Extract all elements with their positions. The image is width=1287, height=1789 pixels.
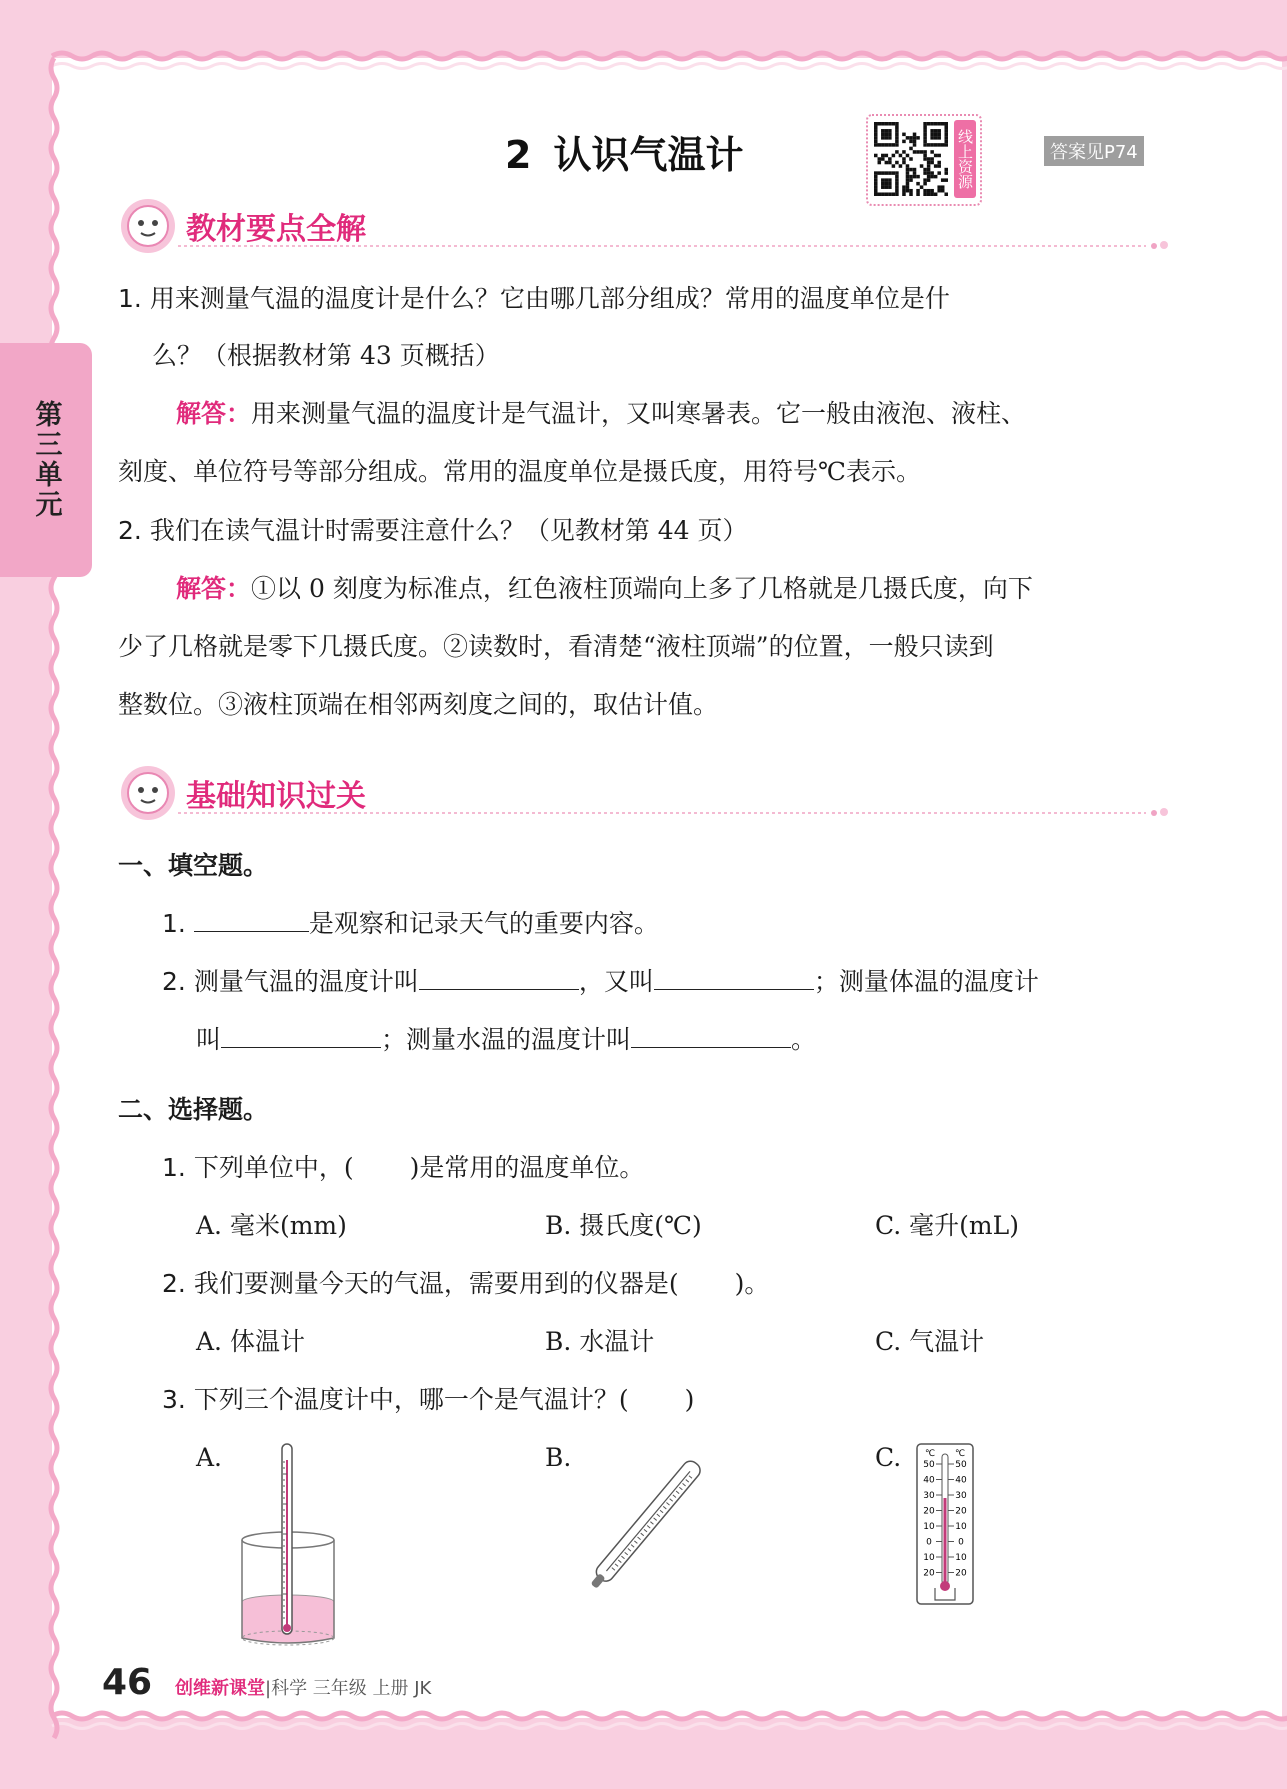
unit-symbol-left: ℃ xyxy=(924,1449,936,1459)
key-a1-line2: 刻度、单位符号等部分组成。常用的温度单位是摄氏度，用符号℃表示。 xyxy=(118,457,921,486)
scale-label: 20 xyxy=(923,1506,935,1517)
footer-brand: 创维新课堂 xyxy=(175,1678,265,1699)
answer-reference-badge: 答案见P74 xyxy=(1044,136,1144,166)
choice-q3-option-b-label: B. xyxy=(545,1443,572,1472)
key-q1-line1: 1. 用来测量气温的温度计是什么？它由哪几部分组成？常用的温度单位是什 xyxy=(118,284,950,313)
scale-label: 30 xyxy=(955,1491,967,1501)
unit-symbol-right: ℃ xyxy=(954,1449,966,1459)
fill-q2-line1: 2. 测量气温的温度计叫 ，又叫 ；测量体温的温度计 xyxy=(162,967,1039,996)
page-number: 46 xyxy=(102,1662,153,1703)
key-a2-line1: 解答：①以 0 刻度为标准点，红色液柱顶端向上多了几格就是几摄氏度，向下 xyxy=(176,574,1033,603)
qr-code-box[interactable] xyxy=(866,114,982,206)
scale-label: 0 xyxy=(958,1537,964,1548)
scale-label: 40 xyxy=(955,1475,967,1486)
qr-code-icon xyxy=(874,122,948,196)
scale-label: 10 xyxy=(955,1522,967,1532)
lesson-number: 2 xyxy=(505,133,532,177)
fill-q1: 1. 是观察和记录天气的重要内容。 xyxy=(162,909,659,938)
section-title: 教材要点全解 xyxy=(186,212,366,247)
mascot-icon xyxy=(118,196,180,256)
section-title: 基础知识过关 xyxy=(186,779,366,814)
answer-blank[interactable] xyxy=(631,1025,791,1048)
section-header-basic-knowledge xyxy=(118,763,1168,823)
choice-heading: 二、选择题。 xyxy=(118,1095,269,1124)
answer-blank[interactable] xyxy=(654,967,814,990)
section-dotted-rule xyxy=(178,240,1178,252)
choice-q2-option-c: C. 气温计 xyxy=(875,1327,985,1356)
key-a2-line2: 少了几格就是零下几摄氏度。②读数时，看清楚“液柱顶端”的位置，一般只读到 xyxy=(118,632,994,661)
choice-q3-option-a-label: A. xyxy=(196,1443,223,1472)
section-dotted-rule xyxy=(178,807,1178,819)
footer-book-info xyxy=(175,1674,431,1700)
choice-q2: 2. 我们要测量今天的气温，需要用到的仪器是( )。 xyxy=(162,1269,770,1298)
mascot-icon xyxy=(118,763,180,823)
footer-book: 科学 三年级 上册 JK xyxy=(271,1678,432,1699)
choice-q1-option-c: C. 毫升(mL) xyxy=(875,1211,1019,1240)
lesson-title-text: 认识气温计 xyxy=(553,133,744,177)
scale-label: 50 xyxy=(955,1460,967,1470)
unit-side-tab xyxy=(0,343,92,577)
choice-q2-option-a: A. 体温计 xyxy=(196,1327,305,1356)
qr-label: 线上资源 xyxy=(954,120,976,198)
key-q1-line2: 么？（根据教材第 43 页概括） xyxy=(152,341,500,370)
scale-label: 40 xyxy=(923,1475,935,1486)
choice-q3: 3. 下列三个温度计中，哪一个是气温计？( ) xyxy=(162,1385,695,1414)
scale-label: 20 xyxy=(923,1568,935,1579)
water-thermometer-picture xyxy=(230,1440,350,1652)
answer-blank[interactable] xyxy=(419,967,579,990)
choice-q1-option-a: A. 毫米(mm) xyxy=(196,1211,347,1240)
footer-separator: | xyxy=(265,1678,272,1699)
key-a2-line3: 整数位。③液柱顶端在相邻两刻度之间的，取估计值。 xyxy=(118,690,719,719)
scale-label: 10 xyxy=(923,1553,935,1563)
unit-tab-label: 第三单元 xyxy=(30,400,62,520)
scale-label: 20 xyxy=(955,1568,967,1579)
scale-label: 30 xyxy=(923,1491,935,1501)
scale-label: 20 xyxy=(955,1506,967,1517)
choice-q1: 1. 下列单位中，( )是常用的温度单位。 xyxy=(162,1153,645,1182)
scale-label: 10 xyxy=(955,1553,967,1563)
key-q2-line1: 2. 我们在读气温计时需要注意什么？（见教材第 44 页） xyxy=(118,516,748,545)
answer-blank[interactable] xyxy=(221,1025,381,1048)
choice-q3-option-c-label: C. xyxy=(875,1443,902,1472)
fill-q2-line2: 叫 ；测量水温的温度计叫 。 xyxy=(196,1025,817,1054)
scale-label: 50 xyxy=(923,1460,935,1470)
fill-blank-heading: 一、填空题。 xyxy=(118,851,269,880)
choice-q1-option-b: B. 摄氏度(℃) xyxy=(545,1211,702,1240)
wall-thermometer-picture xyxy=(915,1440,975,1610)
key-a1-line1: 解答：用来测量气温的温度计是气温计，又叫寒暑表。它一般由液泡、液柱、 xyxy=(176,399,1027,428)
scale-label: 10 xyxy=(923,1522,935,1532)
choice-q2-option-b: B. 水温计 xyxy=(545,1327,655,1356)
section-header-key-points xyxy=(118,196,1168,256)
body-thermometer-picture xyxy=(580,1440,710,1610)
answer-blank[interactable] xyxy=(194,909,309,932)
lesson-title xyxy=(505,124,743,179)
scale-label: 0 xyxy=(926,1537,932,1548)
